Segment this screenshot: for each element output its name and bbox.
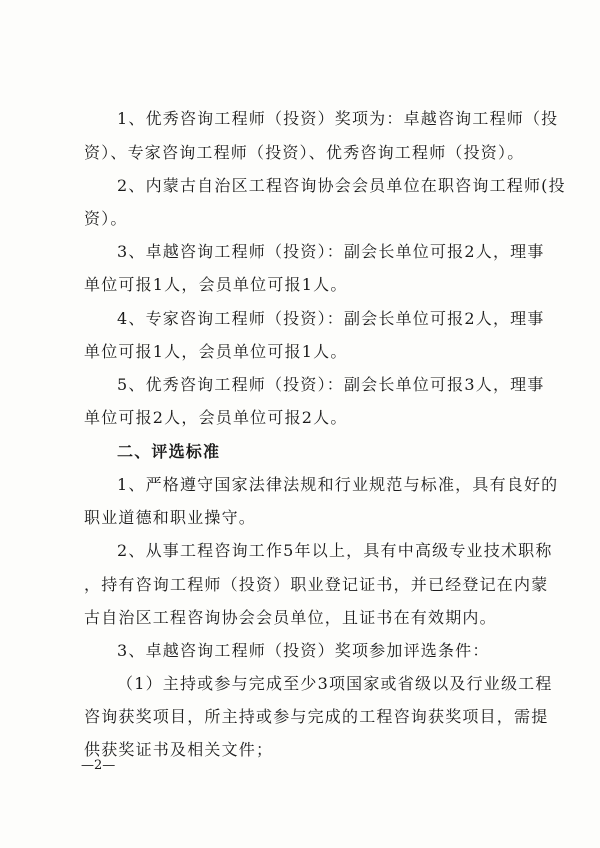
criterion-2-line-2: ，持有咨询工程师（投资）职业登记证书，并已经登记在内蒙: [84, 575, 549, 594]
paragraph-3-line-1: 3、卓越咨询工程师（投资）：副会长单位可报2人，理事: [117, 242, 545, 261]
criterion-2-line-1: 2、从事工程咨询工作5年以上，具有中高级专业技术职称: [117, 541, 553, 560]
paragraph-2-line-1: 2、内蒙古自治区工程咨询协会会员单位在职咨询工程师(投: [117, 176, 566, 195]
paragraph-4-line-1: 4、专家咨询工程师（投资）：副会长单位可报2人，理事: [117, 309, 545, 328]
paragraph-3-line-2: 单位可报1人，会员单位可报1人。: [84, 275, 348, 294]
paragraph-1-line-2: 资）、专家咨询工程师（投资）、优秀咨询工程师（投资）。: [84, 143, 525, 162]
paragraph-1-line-1: 1、优秀咨询工程师（投资）奖项为：卓越咨询工程师（投: [117, 109, 559, 128]
page-number: —2—: [81, 758, 116, 773]
criterion-3-line-1: 3、卓越咨询工程师（投资）奖项参加评选条件：: [117, 641, 490, 660]
paragraph-5-line-2: 单位可报2人，会员单位可报2人。: [84, 408, 348, 427]
criterion-3-1-line-2: 咨询获奖项目，所主持或参与完成的工程咨询获奖项目，需提: [84, 707, 549, 726]
paragraph-5-line-1: 5、优秀咨询工程师（投资）：副会长单位可报3人，理事: [117, 375, 545, 394]
criterion-2-line-3: 古自治区工程咨询协会会员单位，且证书在有效期内。: [84, 608, 497, 627]
paragraph-4-line-2: 单位可报1人，会员单位可报1人。: [84, 342, 348, 361]
criterion-1-line-2: 职业道德和职业操守。: [84, 508, 257, 527]
section-heading: 二、评选标准: [117, 442, 221, 461]
criterion-3-1-line-3: 供获奖证书及相关文件；: [84, 740, 274, 759]
criterion-3-1-line-1: （1）主持或参与完成至少3项国家或省级以及行业级工程: [117, 674, 553, 693]
criterion-1-line-1: 1、严格遵守国家法律法规和行业规范与标准，具有良好的: [117, 475, 559, 494]
paragraph-2-line-2: 资）。: [84, 209, 128, 228]
